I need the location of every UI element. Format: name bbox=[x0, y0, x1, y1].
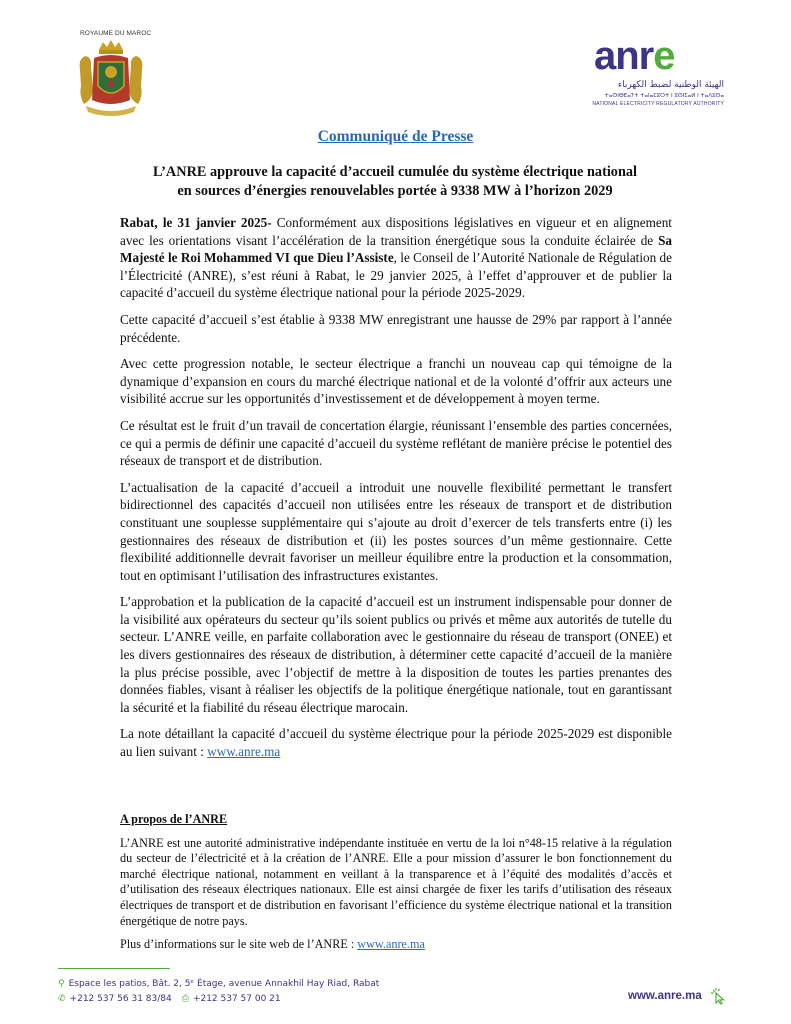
about-website-link[interactable]: www.anre.ma bbox=[357, 937, 425, 952]
paragraph-2: Cette capacité d’accueil s’est établie à 9338 MW enregistrant une hausse de 29% par rapport à l’année précédente. bbox=[120, 311, 672, 345]
dateline: Rabat, le 31 janvier 2025- bbox=[120, 215, 272, 230]
phone-icon: ✆ bbox=[58, 994, 66, 1004]
headline-line-2: en sources d’énergies renouvelables portée à 9338 MW à l’horizon 2029 bbox=[177, 183, 613, 199]
paragraph-7: La note détaillant la capacité d’accueil du système électrique pour la période 2025-2029 est disponible au lien suivant : www.anre.ma bbox=[120, 726, 672, 760]
location-pin-icon: ⚲ bbox=[58, 979, 65, 989]
paragraph-6: L’approbation et la publication de la capacité d’accueil est un instrument indispensable pour donner de la visibilité aux opérateurs du secteur qu’ils soient publics ou privés et même aux autorités de tutelle du secteur. L’ANRE veille, en parfaite collaboration avec le gestionnaire du réseau de transport (ONEE) et les divers gestionnaires des réseaux de distribution, à déterminer cette capacité d’accueil de la manière la plus précise possible, avec l’objectif de mettre à la disposition de toutes les parties prenantes des données fiables, visant à réaliser les objectifs de la politique énergétique nationale, tout en garantissant la sécurité et la fiabilité du réseau électrique marocain. bbox=[120, 594, 672, 715]
logo-tifinagh-name: ⵜⴰⵙⵏⴱⴹⴰⵢⵜ ⵜⴰⵏⴰⵎⵓⵔⵜ ⵏ ⵓⵙⵏⵎⴰⵍ ⵏ ⵜⴰⴷⵓⵙⴰ bbox=[604, 93, 724, 99]
footer-fax: +212 537 57 00 21 bbox=[192, 994, 281, 1004]
royal-mention: Sa Majesté le Roi Mohammed VI que Dieu l’Assiste bbox=[120, 232, 672, 266]
about-section bbox=[120, 812, 672, 961]
about-text: L’ANRE est une autorité administrative indépendante instituée en vertu de la loi n°48-15 relative à la régulation du secteur de l’électricité et à la création de l’ANRE. Elle a pour mission d’assurer le bon fonctionnement du marché électrique national, notamment en veillant à la transparence et à l’équité des modalités d’accès et d’utilisation des réseaux électriques nationaux. Elle est ainsi chargée de fixer les tarifs d’utilisation des réseaux électriques de transport et de distribution en favorisant l’efficience du système électrique national et la transition énergétique de notre pays. bbox=[120, 835, 672, 928]
footer-contacts bbox=[58, 994, 281, 1004]
kingdom-label: ROYAUME DU MAROC bbox=[80, 30, 152, 37]
logo-arabic-name: الهيئة الوطنية لضبط الكهرباء bbox=[617, 80, 724, 90]
footer-address: ⚲ Espace les patios, Bât. 2, 5ᵉ Étage, avenue Annakhil Hay Riad, Rabat bbox=[58, 979, 380, 989]
cursor-click-icon bbox=[710, 987, 728, 1005]
coat-of-arms-emblem bbox=[76, 40, 146, 118]
paragraph-5: L’actualisation de la capacité d’accueil a introduit une nouvelle flexibilité permettant le transfert bidirectionnel des capacités d’accueil non utilisées entre les réseaux de transport et de distribution constituant une souplesse supplémentaire qui s’ajoute au droit d’exercer de tels transferts entre (i) les gestionnaires des réseaux de distribution et (ii) les postes sources d’un même gestionnaire. Cette flexibilité additionnelle devrait favoriser un meilleur équilibre entre la production et la consommation, tout en optimisant l’utilisation des infrastructures existantes. bbox=[120, 479, 672, 583]
paragraph-4: Ce résultat est le fruit d’un travail de concertation élargie, réunissant l’ensemble des parties concernées, ce qui a permis de définir une capacité d’accueil du système reflétant de manière précise le potentiel des réseaux de transport et de distribution. bbox=[120, 417, 672, 469]
logo-english-name: NATIONAL ELECTRICITY REGULATORY AUTHORITY bbox=[592, 101, 724, 107]
about-more: Plus d’informations sur le site web de l’ANRE : www.anre.ma bbox=[120, 937, 425, 952]
press-release-title: Communiqué de Presse bbox=[317, 128, 474, 145]
anre-website-link[interactable]: www.anre.ma bbox=[207, 744, 281, 760]
footer-divider bbox=[58, 968, 170, 969]
footer-phone: +212 537 56 31 83/84 bbox=[69, 994, 172, 1004]
headline bbox=[100, 163, 690, 201]
fax-icon: ⎙ bbox=[181, 994, 189, 1004]
paragraph-1: Rabat, le 31 janvier 2025- Conformément aux dispositions législatives en vigueur et en alignement avec les orientations visant l’accélération de la transition énergétique sous la conduite éclairée de Sa Majesté le Roi Mohammed VI que Dieu l’Assiste, le Conseil de l’Autorité Nationale de Régulation de l’Électricité (ANRE), s’est réuni à Rabat, le 29 janvier 2025, à l’effet d’approuver et de publier la capacité d’accueil du système électrique national pour la période 2025-2029. bbox=[120, 215, 672, 301]
paragraph-3: Avec cette progression notable, le secteur électrique a franchi un nouveau cap qui témoigne de la dynamique d’expansion en cours du marché électrique national et de la volonté d’offrir aux acteurs une visibilité accrue sur les opportunités d’investissement et de développement à moyen terme. bbox=[120, 356, 672, 407]
press-release-body bbox=[120, 214, 672, 770]
anre-wordmark: anre bbox=[594, 34, 675, 78]
about-heading: A propos de l’ANRE bbox=[120, 812, 228, 826]
footer-website[interactable]: www.anre.ma bbox=[628, 990, 702, 1002]
anre-logo bbox=[592, 34, 724, 110]
headline-line-1: L’ANRE approuve la capacité d’accueil cumulée du système électrique national bbox=[152, 164, 638, 180]
